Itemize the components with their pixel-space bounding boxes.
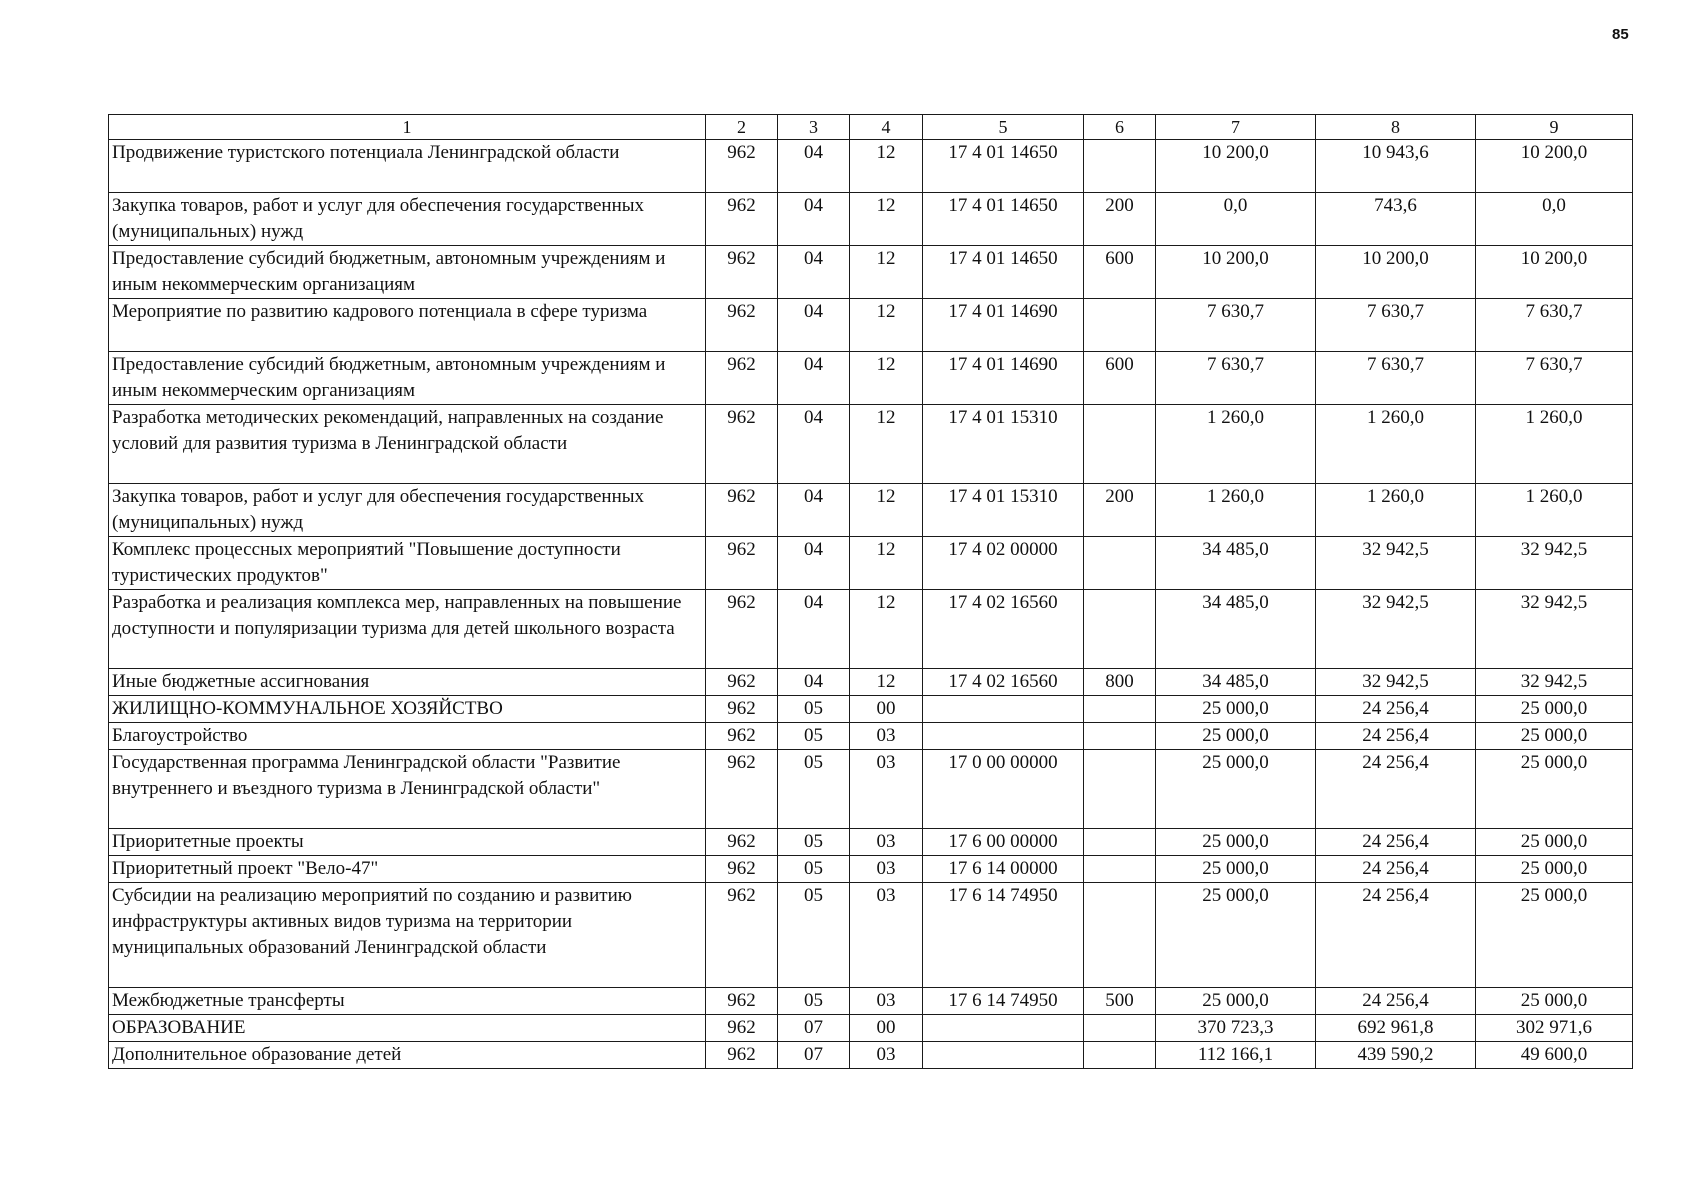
code-target-article: 17 6 14 00000: [923, 856, 1084, 883]
amount-col-7: 34 485,0: [1156, 590, 1316, 669]
code-admin: 962: [706, 405, 778, 484]
amount-col-9: 25 000,0: [1476, 750, 1633, 829]
code-section: 04: [778, 405, 850, 484]
code-target-article: [923, 723, 1084, 750]
amount-col-8: 692 961,8: [1316, 1015, 1476, 1042]
amount-col-7: 25 000,0: [1156, 696, 1316, 723]
code-admin: 962: [706, 537, 778, 590]
row-name: Разработка и реализация комплекса мер, направленных на повышение доступности и популяризации туризма для детей школьного возраста: [109, 590, 706, 669]
code-target-article: 17 6 14 74950: [923, 988, 1084, 1015]
table-row: [109, 590, 1633, 669]
amount-col-7: 10 200,0: [1156, 140, 1316, 193]
code-subsection: 12: [850, 140, 923, 193]
table-row: [109, 484, 1633, 537]
table-row: [109, 723, 1633, 750]
code-admin: 962: [706, 1015, 778, 1042]
code-subsection: 12: [850, 484, 923, 537]
code-target-article: [923, 1042, 1084, 1069]
code-expense-type: [1084, 1042, 1156, 1069]
code-subsection: 03: [850, 1042, 923, 1069]
amount-col-9: 7 630,7: [1476, 299, 1633, 352]
code-expense-type: 500: [1084, 988, 1156, 1015]
amount-col-9: 10 200,0: [1476, 140, 1633, 193]
code-section: 05: [778, 829, 850, 856]
code-subsection: 12: [850, 352, 923, 405]
code-target-article: 17 4 02 16560: [923, 590, 1084, 669]
amount-col-9: 32 942,5: [1476, 669, 1633, 696]
amount-col-7: 25 000,0: [1156, 988, 1316, 1015]
table-row: [109, 537, 1633, 590]
code-target-article: [923, 1015, 1084, 1042]
code-subsection: 00: [850, 1015, 923, 1042]
code-section: 04: [778, 299, 850, 352]
amount-col-9: 25 000,0: [1476, 723, 1633, 750]
code-subsection: 03: [850, 988, 923, 1015]
row-name: Предоставление субсидий бюджетным, автономным учреждениям и иным некоммерческим организациям: [109, 246, 706, 299]
table-row: [109, 669, 1633, 696]
amount-col-8: 1 260,0: [1316, 405, 1476, 484]
code-section: 04: [778, 669, 850, 696]
table-row: [109, 246, 1633, 299]
code-section: 07: [778, 1042, 850, 1069]
row-name: Приоритетные проекты: [109, 829, 706, 856]
amount-col-9: 32 942,5: [1476, 537, 1633, 590]
code-section: 05: [778, 883, 850, 988]
amount-col-8: 1 260,0: [1316, 484, 1476, 537]
amount-col-9: 10 200,0: [1476, 246, 1633, 299]
amount-col-7: 1 260,0: [1156, 484, 1316, 537]
row-name: Приоритетный проект "Вело-47": [109, 856, 706, 883]
amount-col-7: 370 723,3: [1156, 1015, 1316, 1042]
amount-col-8: 743,6: [1316, 193, 1476, 246]
code-section: 04: [778, 140, 850, 193]
amount-col-8: 10 943,6: [1316, 140, 1476, 193]
code-target-article: 17 4 01 14690: [923, 352, 1084, 405]
amount-col-7: 25 000,0: [1156, 750, 1316, 829]
code-expense-type: [1084, 590, 1156, 669]
amount-col-8: 439 590,2: [1316, 1042, 1476, 1069]
table-row: [109, 883, 1633, 988]
amount-col-8: 7 630,7: [1316, 299, 1476, 352]
code-expense-type: [1084, 537, 1156, 590]
column-header: 4: [850, 115, 923, 140]
code-admin: 962: [706, 669, 778, 696]
amount-col-9: 7 630,7: [1476, 352, 1633, 405]
code-subsection: 00: [850, 696, 923, 723]
table-row: [109, 988, 1633, 1015]
amount-col-8: 24 256,4: [1316, 856, 1476, 883]
code-expense-type: 600: [1084, 352, 1156, 405]
code-target-article: 17 0 00 00000: [923, 750, 1084, 829]
table-row: [109, 1015, 1633, 1042]
code-target-article: 17 4 01 14650: [923, 140, 1084, 193]
code-expense-type: 600: [1084, 246, 1156, 299]
code-section: 05: [778, 988, 850, 1015]
row-name: Иные бюджетные ассигнования: [109, 669, 706, 696]
code-admin: 962: [706, 246, 778, 299]
code-admin: 962: [706, 590, 778, 669]
row-name: Субсидии на реализацию мероприятий по созданию и развитию инфраструктуры активных видов туризма на территории муниципальных образований Ленинградской области: [109, 883, 706, 988]
amount-col-7: 25 000,0: [1156, 723, 1316, 750]
code-subsection: 12: [850, 299, 923, 352]
amount-col-7: 25 000,0: [1156, 829, 1316, 856]
amount-col-7: 1 260,0: [1156, 405, 1316, 484]
amount-col-8: 24 256,4: [1316, 883, 1476, 988]
code-subsection: 12: [850, 246, 923, 299]
amount-col-8: 32 942,5: [1316, 669, 1476, 696]
page-number: 85: [1612, 26, 1629, 43]
code-admin: 962: [706, 1042, 778, 1069]
code-admin: 962: [706, 352, 778, 405]
row-name: Государственная программа Ленинградской области "Развитие внутреннего и въездного туризма в Ленинградской области": [109, 750, 706, 829]
code-admin: 962: [706, 750, 778, 829]
code-section: 04: [778, 193, 850, 246]
table-row: [109, 405, 1633, 484]
amount-col-9: 25 000,0: [1476, 856, 1633, 883]
code-admin: 962: [706, 299, 778, 352]
code-target-article: 17 4 02 16560: [923, 669, 1084, 696]
table-row: [109, 829, 1633, 856]
code-subsection: 12: [850, 590, 923, 669]
code-target-article: 17 4 01 15310: [923, 405, 1084, 484]
code-admin: 962: [706, 193, 778, 246]
amount-col-9: 302 971,6: [1476, 1015, 1633, 1042]
code-subsection: 12: [850, 193, 923, 246]
row-name: Межбюджетные трансферты: [109, 988, 706, 1015]
code-target-article: 17 4 01 14650: [923, 246, 1084, 299]
table-row: [109, 856, 1633, 883]
amount-col-9: 25 000,0: [1476, 883, 1633, 988]
amount-col-9: 1 260,0: [1476, 484, 1633, 537]
code-subsection: 12: [850, 405, 923, 484]
column-header: 1: [109, 115, 706, 140]
code-target-article: 17 4 01 14650: [923, 193, 1084, 246]
code-expense-type: [1084, 856, 1156, 883]
table-row: [109, 1042, 1633, 1069]
code-expense-type: 200: [1084, 193, 1156, 246]
code-section: 05: [778, 750, 850, 829]
amount-col-7: 25 000,0: [1156, 883, 1316, 988]
amount-col-8: 32 942,5: [1316, 537, 1476, 590]
code-expense-type: [1084, 140, 1156, 193]
code-target-article: 17 4 02 00000: [923, 537, 1084, 590]
code-subsection: 12: [850, 537, 923, 590]
code-target-article: 17 6 00 00000: [923, 829, 1084, 856]
code-section: 05: [778, 696, 850, 723]
column-header: 6: [1084, 115, 1156, 140]
code-subsection: 03: [850, 829, 923, 856]
amount-col-7: 0,0: [1156, 193, 1316, 246]
column-header: 8: [1316, 115, 1476, 140]
code-expense-type: [1084, 405, 1156, 484]
column-header: 7: [1156, 115, 1316, 140]
row-name: Мероприятие по развитию кадрового потенциала в сфере туризма: [109, 299, 706, 352]
code-admin: 962: [706, 484, 778, 537]
column-header: 5: [923, 115, 1084, 140]
code-subsection: 03: [850, 856, 923, 883]
code-target-article: 17 4 01 14690: [923, 299, 1084, 352]
table-row: [109, 140, 1633, 193]
row-name: ЖИЛИЩНО-КОММУНАЛЬНОЕ ХОЗЯЙСТВО: [109, 696, 706, 723]
amount-col-8: 32 942,5: [1316, 590, 1476, 669]
code-target-article: 17 6 14 74950: [923, 883, 1084, 988]
budget-table: [108, 114, 1633, 1069]
amount-col-8: 10 200,0: [1316, 246, 1476, 299]
code-section: 04: [778, 590, 850, 669]
amount-col-8: 24 256,4: [1316, 750, 1476, 829]
table-row: [109, 352, 1633, 405]
amount-col-9: 32 942,5: [1476, 590, 1633, 669]
amount-col-7: 10 200,0: [1156, 246, 1316, 299]
code-section: 04: [778, 484, 850, 537]
row-name: Дополнительное образование детей: [109, 1042, 706, 1069]
code-admin: 962: [706, 723, 778, 750]
code-target-article: 17 4 01 15310: [923, 484, 1084, 537]
row-name: Комплекс процессных мероприятий "Повышение доступности туристических продуктов": [109, 537, 706, 590]
amount-col-9: 25 000,0: [1476, 988, 1633, 1015]
code-expense-type: 200: [1084, 484, 1156, 537]
code-admin: 962: [706, 988, 778, 1015]
amount-col-7: 7 630,7: [1156, 299, 1316, 352]
code-subsection: 03: [850, 723, 923, 750]
amount-col-7: 34 485,0: [1156, 537, 1316, 590]
column-header: 2: [706, 115, 778, 140]
amount-col-8: 7 630,7: [1316, 352, 1476, 405]
code-expense-type: [1084, 750, 1156, 829]
table-row: [109, 750, 1633, 829]
code-expense-type: [1084, 883, 1156, 988]
code-admin: 962: [706, 856, 778, 883]
code-section: 04: [778, 537, 850, 590]
amount-col-9: 25 000,0: [1476, 829, 1633, 856]
amount-col-7: 112 166,1: [1156, 1042, 1316, 1069]
amount-col-9: 49 600,0: [1476, 1042, 1633, 1069]
code-section: 05: [778, 856, 850, 883]
amount-col-8: 24 256,4: [1316, 829, 1476, 856]
code-section: 04: [778, 352, 850, 405]
amount-col-7: 7 630,7: [1156, 352, 1316, 405]
table-header-row: [109, 115, 1633, 140]
row-name: Закупка товаров, работ и услуг для обеспечения государственных (муниципальных) нужд: [109, 484, 706, 537]
amount-col-8: 24 256,4: [1316, 988, 1476, 1015]
code-expense-type: [1084, 1015, 1156, 1042]
column-header: 9: [1476, 115, 1633, 140]
amount-col-8: 24 256,4: [1316, 696, 1476, 723]
row-name: Продвижение туристского потенциала Ленинградской области: [109, 140, 706, 193]
amount-col-7: 34 485,0: [1156, 669, 1316, 696]
code-admin: 962: [706, 696, 778, 723]
amount-col-7: 25 000,0: [1156, 856, 1316, 883]
table-row: [109, 696, 1633, 723]
code-expense-type: [1084, 696, 1156, 723]
row-name: Предоставление субсидий бюджетным, автономным учреждениям и иным некоммерческим организациям: [109, 352, 706, 405]
code-subsection: 03: [850, 750, 923, 829]
code-admin: 962: [706, 829, 778, 856]
row-name: Разработка методических рекомендаций, направленных на создание условий для развития туризма в Ленинградской области: [109, 405, 706, 484]
amount-col-9: 1 260,0: [1476, 405, 1633, 484]
amount-col-9: 0,0: [1476, 193, 1633, 246]
code-target-article: [923, 696, 1084, 723]
code-expense-type: [1084, 829, 1156, 856]
table-row: [109, 193, 1633, 246]
code-subsection: 03: [850, 883, 923, 988]
amount-col-9: 25 000,0: [1476, 696, 1633, 723]
code-section: 07: [778, 1015, 850, 1042]
code-section: 04: [778, 246, 850, 299]
code-admin: 962: [706, 883, 778, 988]
code-admin: 962: [706, 140, 778, 193]
code-expense-type: [1084, 299, 1156, 352]
code-expense-type: 800: [1084, 669, 1156, 696]
code-section: 05: [778, 723, 850, 750]
row-name: Благоустройство: [109, 723, 706, 750]
code-expense-type: [1084, 723, 1156, 750]
amount-col-8: 24 256,4: [1316, 723, 1476, 750]
code-subsection: 12: [850, 669, 923, 696]
table-row: [109, 299, 1633, 352]
row-name: ОБРАЗОВАНИЕ: [109, 1015, 706, 1042]
row-name: Закупка товаров, работ и услуг для обеспечения государственных (муниципальных) нужд: [109, 193, 706, 246]
column-header: 3: [778, 115, 850, 140]
